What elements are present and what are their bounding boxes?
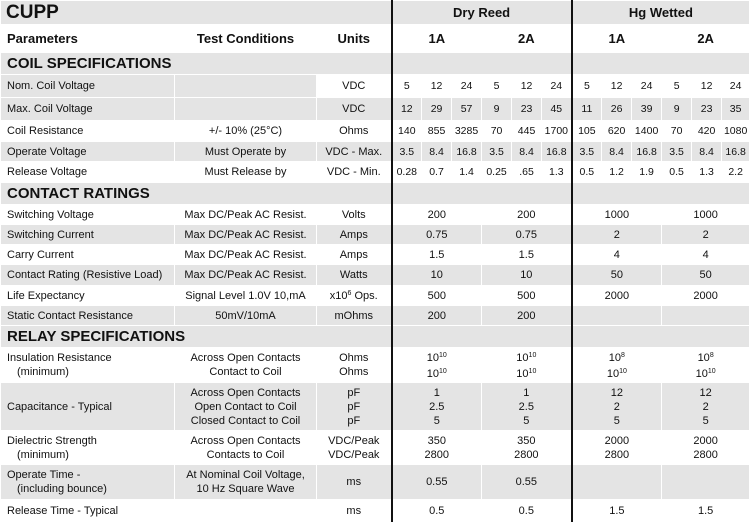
condition-cell [175, 98, 317, 121]
value-line: 1 [523, 386, 530, 399]
value-cell [572, 306, 662, 326]
value-cell [662, 431, 750, 465]
value-cell: 0.5 [572, 162, 602, 183]
value-cell: 8.4 [512, 142, 542, 162]
units-text: Ops. [351, 289, 378, 302]
value-base: 10 [516, 352, 529, 364]
parameter-cell: Release Voltage [1, 162, 175, 183]
value-cell [572, 465, 662, 500]
parameter-line: (including bounce) [17, 483, 107, 495]
value-cell: 39 [632, 98, 662, 121]
value-cell: 500 [482, 286, 572, 306]
condition-cell [175, 383, 317, 431]
section-spacer [572, 183, 750, 205]
table-row [1, 348, 750, 383]
table-row [1, 121, 750, 142]
value-cell: 70 [482, 121, 512, 142]
parameter-cell: Coil Resistance [1, 121, 175, 142]
value-cell: 200 [392, 205, 482, 225]
parameter-cell: Max. Coil Voltage [1, 98, 175, 121]
units-cell: VDC - Max. [317, 142, 392, 162]
value-line: 2 [702, 400, 709, 413]
value-base: 10 [697, 352, 710, 364]
parameter-cell [1, 348, 175, 383]
value-cell: 445 [512, 121, 542, 142]
units-cell: VDC - Min. [317, 162, 392, 183]
units-line: Ohms [339, 352, 369, 364]
value-cell: 0.75 [482, 225, 572, 245]
value-cell: 4 [662, 245, 750, 265]
table-row [1, 142, 750, 162]
parameter-line: Dielectric Strength [7, 434, 97, 447]
table-row [1, 225, 750, 245]
column-header-test-conditions: Test Conditions [175, 25, 317, 53]
value-cell: 0.7 [422, 162, 452, 183]
condition-line: Contacts to Coil [206, 448, 285, 461]
value-cell: 5 [392, 75, 422, 98]
value-line: 2000 [604, 434, 630, 447]
parameter-line: (minimum) [17, 366, 69, 378]
table-row [1, 245, 750, 265]
parameter-cell: Switching Voltage [1, 205, 175, 225]
value-cell [662, 306, 750, 326]
value-line: 2800 [424, 448, 450, 461]
units-cell [317, 286, 392, 306]
value-line: 2 [613, 400, 620, 413]
value-cell [482, 383, 572, 431]
value-cell [392, 431, 482, 465]
value-cell: 1.9 [632, 162, 662, 183]
section-spacer [392, 183, 572, 205]
units-cell: mOhms [317, 306, 392, 326]
value-cell: 1.3 [692, 162, 722, 183]
value-cell: 1700 [542, 121, 572, 142]
value-cell [392, 383, 482, 431]
value-cell: 2000 [662, 286, 750, 306]
value-line: 350 [427, 434, 446, 447]
parameter-cell: Switching Current [1, 225, 175, 245]
value-cell: 4 [572, 245, 662, 265]
value-cell: 12 [692, 75, 722, 98]
table-row [1, 431, 750, 465]
condition-cell [175, 75, 317, 98]
units-exponent: 6 [347, 289, 352, 297]
value-line: 1 [433, 386, 440, 399]
value-cell: 10 [392, 265, 482, 286]
value-cell: 140 [392, 121, 422, 142]
units-line: pF [347, 386, 361, 399]
value-cell: 8.4 [422, 142, 452, 162]
value-cell: 0.55 [392, 465, 482, 500]
value-line: 5 [433, 414, 440, 427]
value-base: 10 [606, 368, 620, 380]
column-header-hg-wetted-1a: 1A [572, 25, 662, 53]
value-cell: 9 [482, 98, 512, 121]
group-header-dry-reed: Dry Reed [392, 1, 572, 25]
value-cell: 12 [602, 75, 632, 98]
parameter-cell: Life Expectancy [1, 286, 175, 306]
value-cell: 1.5 [482, 245, 572, 265]
table-row [1, 465, 750, 500]
value-line: 350 [517, 434, 536, 447]
value-line: 2800 [604, 448, 630, 461]
value-cell: 16.8 [632, 142, 662, 162]
value-cell [662, 465, 750, 500]
units-line: VDC/Peak [328, 434, 380, 447]
value-cell: 24 [632, 75, 662, 98]
value-cell: 10 [482, 265, 572, 286]
parameter-cell: Operate Voltage [1, 142, 175, 162]
parameter-cell: Nom. Coil Voltage [1, 75, 175, 98]
value-base: 10 [608, 352, 622, 364]
column-header-dry-reed-2a: 2A [482, 25, 572, 53]
value-cell: 57 [452, 98, 482, 121]
value-cell [482, 431, 572, 465]
value-base: 10 [516, 368, 529, 380]
value-cell: 50 [572, 265, 662, 286]
value-cell: 500 [392, 286, 482, 306]
value-cell: 200 [392, 306, 482, 326]
value-cell: 1.4 [452, 162, 482, 183]
value-exponent: 10 [528, 368, 537, 375]
condition-line: Across Open Contacts [190, 434, 301, 447]
section-header-contact: CONTACT RATINGS [1, 183, 392, 205]
table-title: CUPP [1, 1, 392, 25]
value-cell: 24 [722, 75, 750, 98]
value-cell: 1.5 [662, 500, 750, 522]
value-base: 10 [426, 352, 439, 364]
units-line: pF [347, 414, 361, 427]
value-exponent: 10 [528, 352, 537, 359]
condition-cell [175, 348, 317, 383]
section-header-relay: RELAY SPECIFICATIONS [1, 326, 392, 348]
value-exponent: 8 [621, 352, 625, 359]
value-cell: 1.2 [602, 162, 632, 183]
table-row [1, 383, 750, 431]
value-cell: 3285 [452, 121, 482, 142]
value-cell: 200 [482, 306, 572, 326]
condition-cell [175, 431, 317, 465]
table-row [1, 306, 750, 326]
value-cell: 200 [482, 205, 572, 225]
units-cell [317, 431, 392, 465]
section-spacer [572, 53, 750, 75]
parameter-line: Operate Time - [7, 469, 81, 481]
value-cell: 1000 [572, 205, 662, 225]
section-spacer [392, 326, 572, 348]
parameter-cell: Release Time - Typical [1, 500, 175, 522]
value-cell: 16.8 [722, 142, 750, 162]
table-row [1, 265, 750, 286]
value-cell [482, 348, 572, 383]
value-cell: 0.28 [392, 162, 422, 183]
value-cell: 620 [602, 121, 632, 142]
condition-cell: Signal Level 1.0V 10,mA [175, 286, 317, 306]
value-cell: 45 [542, 98, 572, 121]
value-exponent: 10 [439, 352, 447, 359]
value-cell: 3.5 [392, 142, 422, 162]
value-cell: 8.4 [602, 142, 632, 162]
value-cell: 420 [692, 121, 722, 142]
parameter-cell: Carry Current [1, 245, 175, 265]
value-cell: 1080 [722, 121, 750, 142]
section-header-coil: COIL SPECIFICATIONS [1, 53, 392, 75]
condition-cell: Must Operate by [175, 142, 317, 162]
units-cell: ms [317, 465, 392, 500]
section-spacer [392, 53, 572, 75]
value-cell: 2 [572, 225, 662, 245]
value-cell: 23 [692, 98, 722, 121]
units-cell [317, 383, 392, 431]
condition-line: Across Open Contacts [190, 352, 301, 364]
units-cell: Amps [317, 225, 392, 245]
value-cell: 16.8 [542, 142, 572, 162]
value-cell: 12 [512, 75, 542, 98]
value-cell: 0.5 [392, 500, 482, 522]
value-exponent: 10 [619, 368, 627, 375]
condition-cell: Max DC/Peak AC Resist. [175, 205, 317, 225]
units-cell: VDC [317, 98, 392, 121]
group-header-hg-wetted: Hg Wetted [572, 1, 750, 25]
condition-cell [175, 500, 317, 522]
condition-line: Closed Contact to Coil [190, 414, 301, 427]
value-cell: 16.8 [452, 142, 482, 162]
value-cell: 2.2 [722, 162, 750, 183]
value-cell [572, 431, 662, 465]
value-cell: 50 [662, 265, 750, 286]
table-row [1, 500, 750, 522]
value-line: 2.5 [518, 400, 534, 413]
value-cell: 70 [662, 121, 692, 142]
value-line: 2800 [514, 448, 539, 461]
section-spacer [572, 326, 750, 348]
value-exponent: 10 [439, 368, 447, 375]
value-cell: 105 [572, 121, 602, 142]
condition-line: Open Contact to Coil [194, 400, 297, 413]
value-cell: 1.5 [572, 500, 662, 522]
parameter-cell: Capacitance - Typical [1, 383, 175, 431]
value-exponent: 8 [709, 352, 714, 359]
value-cell: 1000 [662, 205, 750, 225]
column-header-units: Units [317, 25, 392, 53]
column-header-dry-reed-1a: 1A [392, 25, 482, 53]
units-cell: ms [317, 500, 392, 522]
value-cell: 3.5 [662, 142, 692, 162]
value-line: 2000 [693, 434, 718, 447]
parameter-line: (minimum) [17, 448, 69, 461]
condition-line: Across Open Contacts [190, 386, 301, 399]
condition-cell: 50mV/10mA [175, 306, 317, 326]
value-line: 5 [613, 414, 620, 427]
value-cell: 0.5 [482, 500, 572, 522]
value-cell: 24 [542, 75, 572, 98]
condition-cell: Max DC/Peak AC Resist. [175, 265, 317, 286]
condition-cell: Max DC/Peak AC Resist. [175, 225, 317, 245]
units-text: x10 [329, 289, 348, 302]
units-cell: Ohms [317, 121, 392, 142]
table-row [1, 98, 750, 121]
condition-line: 10 Hz Square Wave [196, 483, 295, 495]
units-line: pF [347, 400, 361, 413]
column-header-hg-wetted-2a: 2A [662, 25, 750, 53]
value-cell: 12 [392, 98, 422, 121]
table-row [1, 75, 750, 98]
value-cell: 11 [572, 98, 602, 121]
units-cell: Amps [317, 245, 392, 265]
value-cell: 26 [602, 98, 632, 121]
value-cell: .65 [512, 162, 542, 183]
value-line: 5 [702, 414, 709, 427]
value-cell: 0.25 [482, 162, 512, 183]
value-cell: 35 [722, 98, 750, 121]
value-cell: 8.4 [692, 142, 722, 162]
value-cell: 1.5 [392, 245, 482, 265]
parameter-line: Insulation Resistance [7, 352, 112, 364]
condition-cell: Must Release by [175, 162, 317, 183]
value-cell [662, 383, 750, 431]
condition-cell: +/- 10% (25°C) [175, 121, 317, 142]
condition-cell: Max DC/Peak AC Resist. [175, 245, 317, 265]
table-row [1, 286, 750, 306]
value-cell: 3.5 [572, 142, 602, 162]
value-cell: 2000 [572, 286, 662, 306]
value-cell: 855 [422, 121, 452, 142]
parameter-cell: Static Contact Resistance [1, 306, 175, 326]
units-cell: Watts [317, 265, 392, 286]
value-cell [662, 348, 750, 383]
value-cell: 0.5 [662, 162, 692, 183]
value-cell: 5 [662, 75, 692, 98]
value-line: 5 [523, 414, 530, 427]
condition-cell [175, 465, 317, 500]
value-cell: 1.3 [542, 162, 572, 183]
units-line: VDC/Peak [328, 448, 380, 461]
parameter-cell [1, 465, 175, 500]
value-cell: 2 [662, 225, 750, 245]
units-cell [317, 348, 392, 383]
value-cell: 3.5 [482, 142, 512, 162]
value-cell: 0.55 [482, 465, 572, 500]
value-line: 12 [699, 386, 712, 399]
value-base: 10 [426, 368, 439, 380]
value-cell: 5 [572, 75, 602, 98]
value-cell: 29 [422, 98, 452, 121]
value-line: 12 [610, 386, 623, 399]
value-exponent: 10 [707, 368, 716, 375]
value-cell: 24 [452, 75, 482, 98]
column-header-parameters: Parameters [1, 25, 175, 53]
value-line: 2800 [693, 448, 718, 461]
units-cell: VDC [317, 75, 392, 98]
condition-line: Contact to Coil [209, 366, 282, 378]
value-cell: 9 [662, 98, 692, 121]
value-cell: 0.75 [392, 225, 482, 245]
units-line: Ohms [339, 366, 369, 378]
value-line: 2.5 [429, 400, 445, 413]
value-cell [572, 348, 662, 383]
units-cell: Volts [317, 205, 392, 225]
value-cell [392, 348, 482, 383]
value-cell: 1400 [632, 121, 662, 142]
value-cell: 5 [482, 75, 512, 98]
table-row [1, 205, 750, 225]
table-row [1, 162, 750, 183]
value-cell [572, 383, 662, 431]
value-base: 10 [695, 368, 708, 380]
value-cell: 12 [422, 75, 452, 98]
parameter-cell [1, 431, 175, 465]
condition-line: At Nominal Coil Voltage, [186, 469, 305, 481]
parameter-cell: Contact Rating (Resistive Load) [1, 265, 175, 286]
value-cell: 23 [512, 98, 542, 121]
